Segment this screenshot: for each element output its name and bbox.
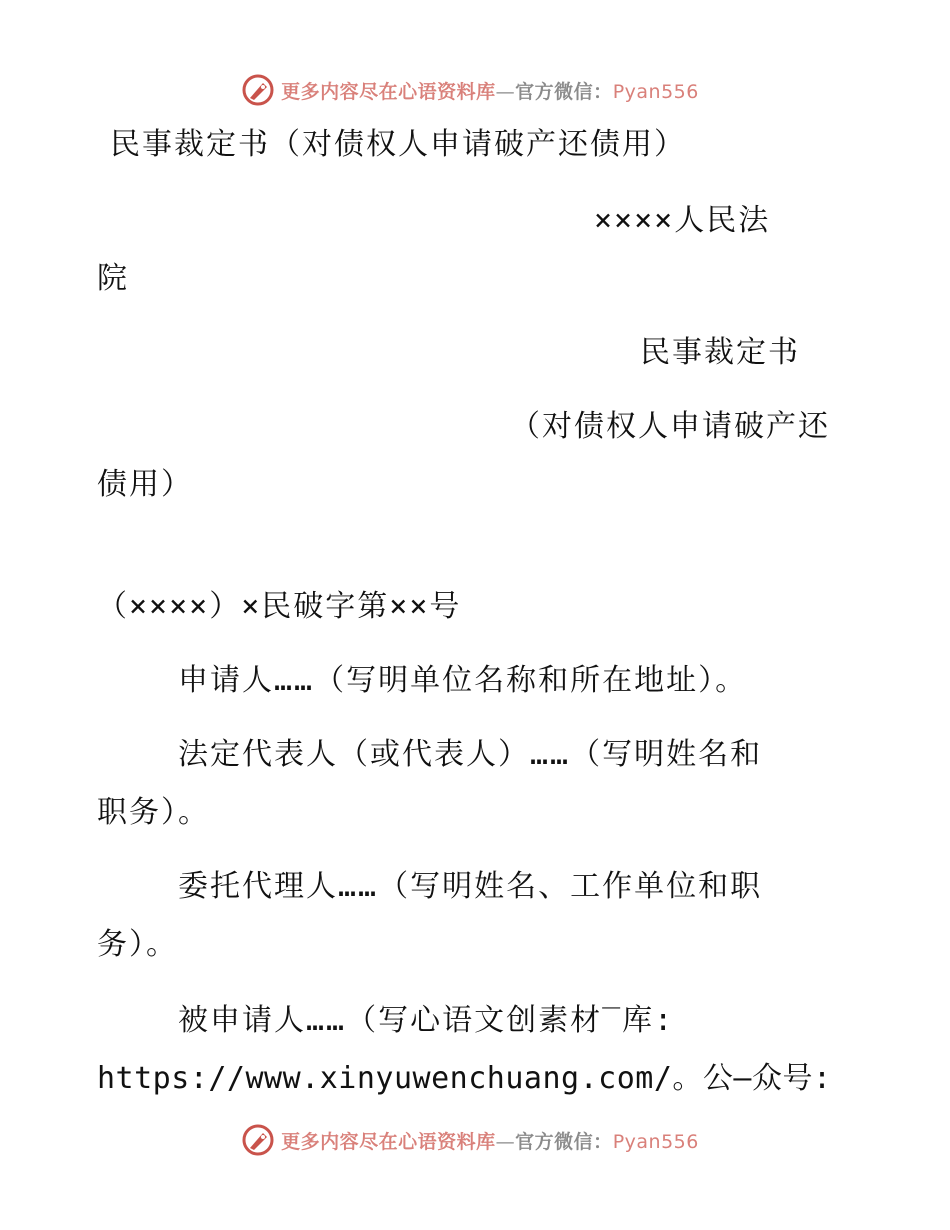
- doc-subtitle-line2: 债用）: [97, 467, 193, 502]
- doc-heading: 民事裁定书（对债权人申请破产还债用）: [110, 127, 686, 162]
- court-name-line1: ××××人民法: [594, 203, 771, 238]
- respondent-paragraph-line2: https://www.xinyuwenchuang.com/。公—众号:: [97, 1061, 832, 1096]
- doc-title: 民事裁定书: [640, 335, 800, 370]
- pen-logo-icon: [241, 1123, 275, 1157]
- watermark-text: 更多内容尽在心语资料库—官方微信：Pyan556: [281, 80, 699, 103]
- legal-rep-paragraph-line1: 法定代表人（或代表人）……（写明姓名和: [178, 737, 763, 772]
- watermark-banner-top: [0, 70, 950, 110]
- watermark-banner-bottom: [0, 1120, 950, 1160]
- agent-paragraph-line1: 委托代理人……（写明姓名、工作单位和职: [178, 869, 763, 904]
- applicant-paragraph: 申请人……（写明单位名称和所在地址）。: [178, 663, 748, 698]
- pen-logo-icon: [241, 73, 275, 107]
- respondent-paragraph-line1: 被申请人……（写心语文创素材‾库:: [178, 1003, 675, 1038]
- doc-subtitle-line1: （对债权人申请破产还: [510, 409, 830, 444]
- court-name-line2: 院: [97, 261, 129, 296]
- case-number: （××××）×民破字第××号: [97, 589, 462, 624]
- legal-rep-paragraph-line2: 职务）。: [97, 795, 210, 830]
- watermark-text: 更多内容尽在心语资料库—官方微信：Pyan556: [281, 1130, 699, 1153]
- agent-paragraph-line2: 务）。: [97, 927, 178, 962]
